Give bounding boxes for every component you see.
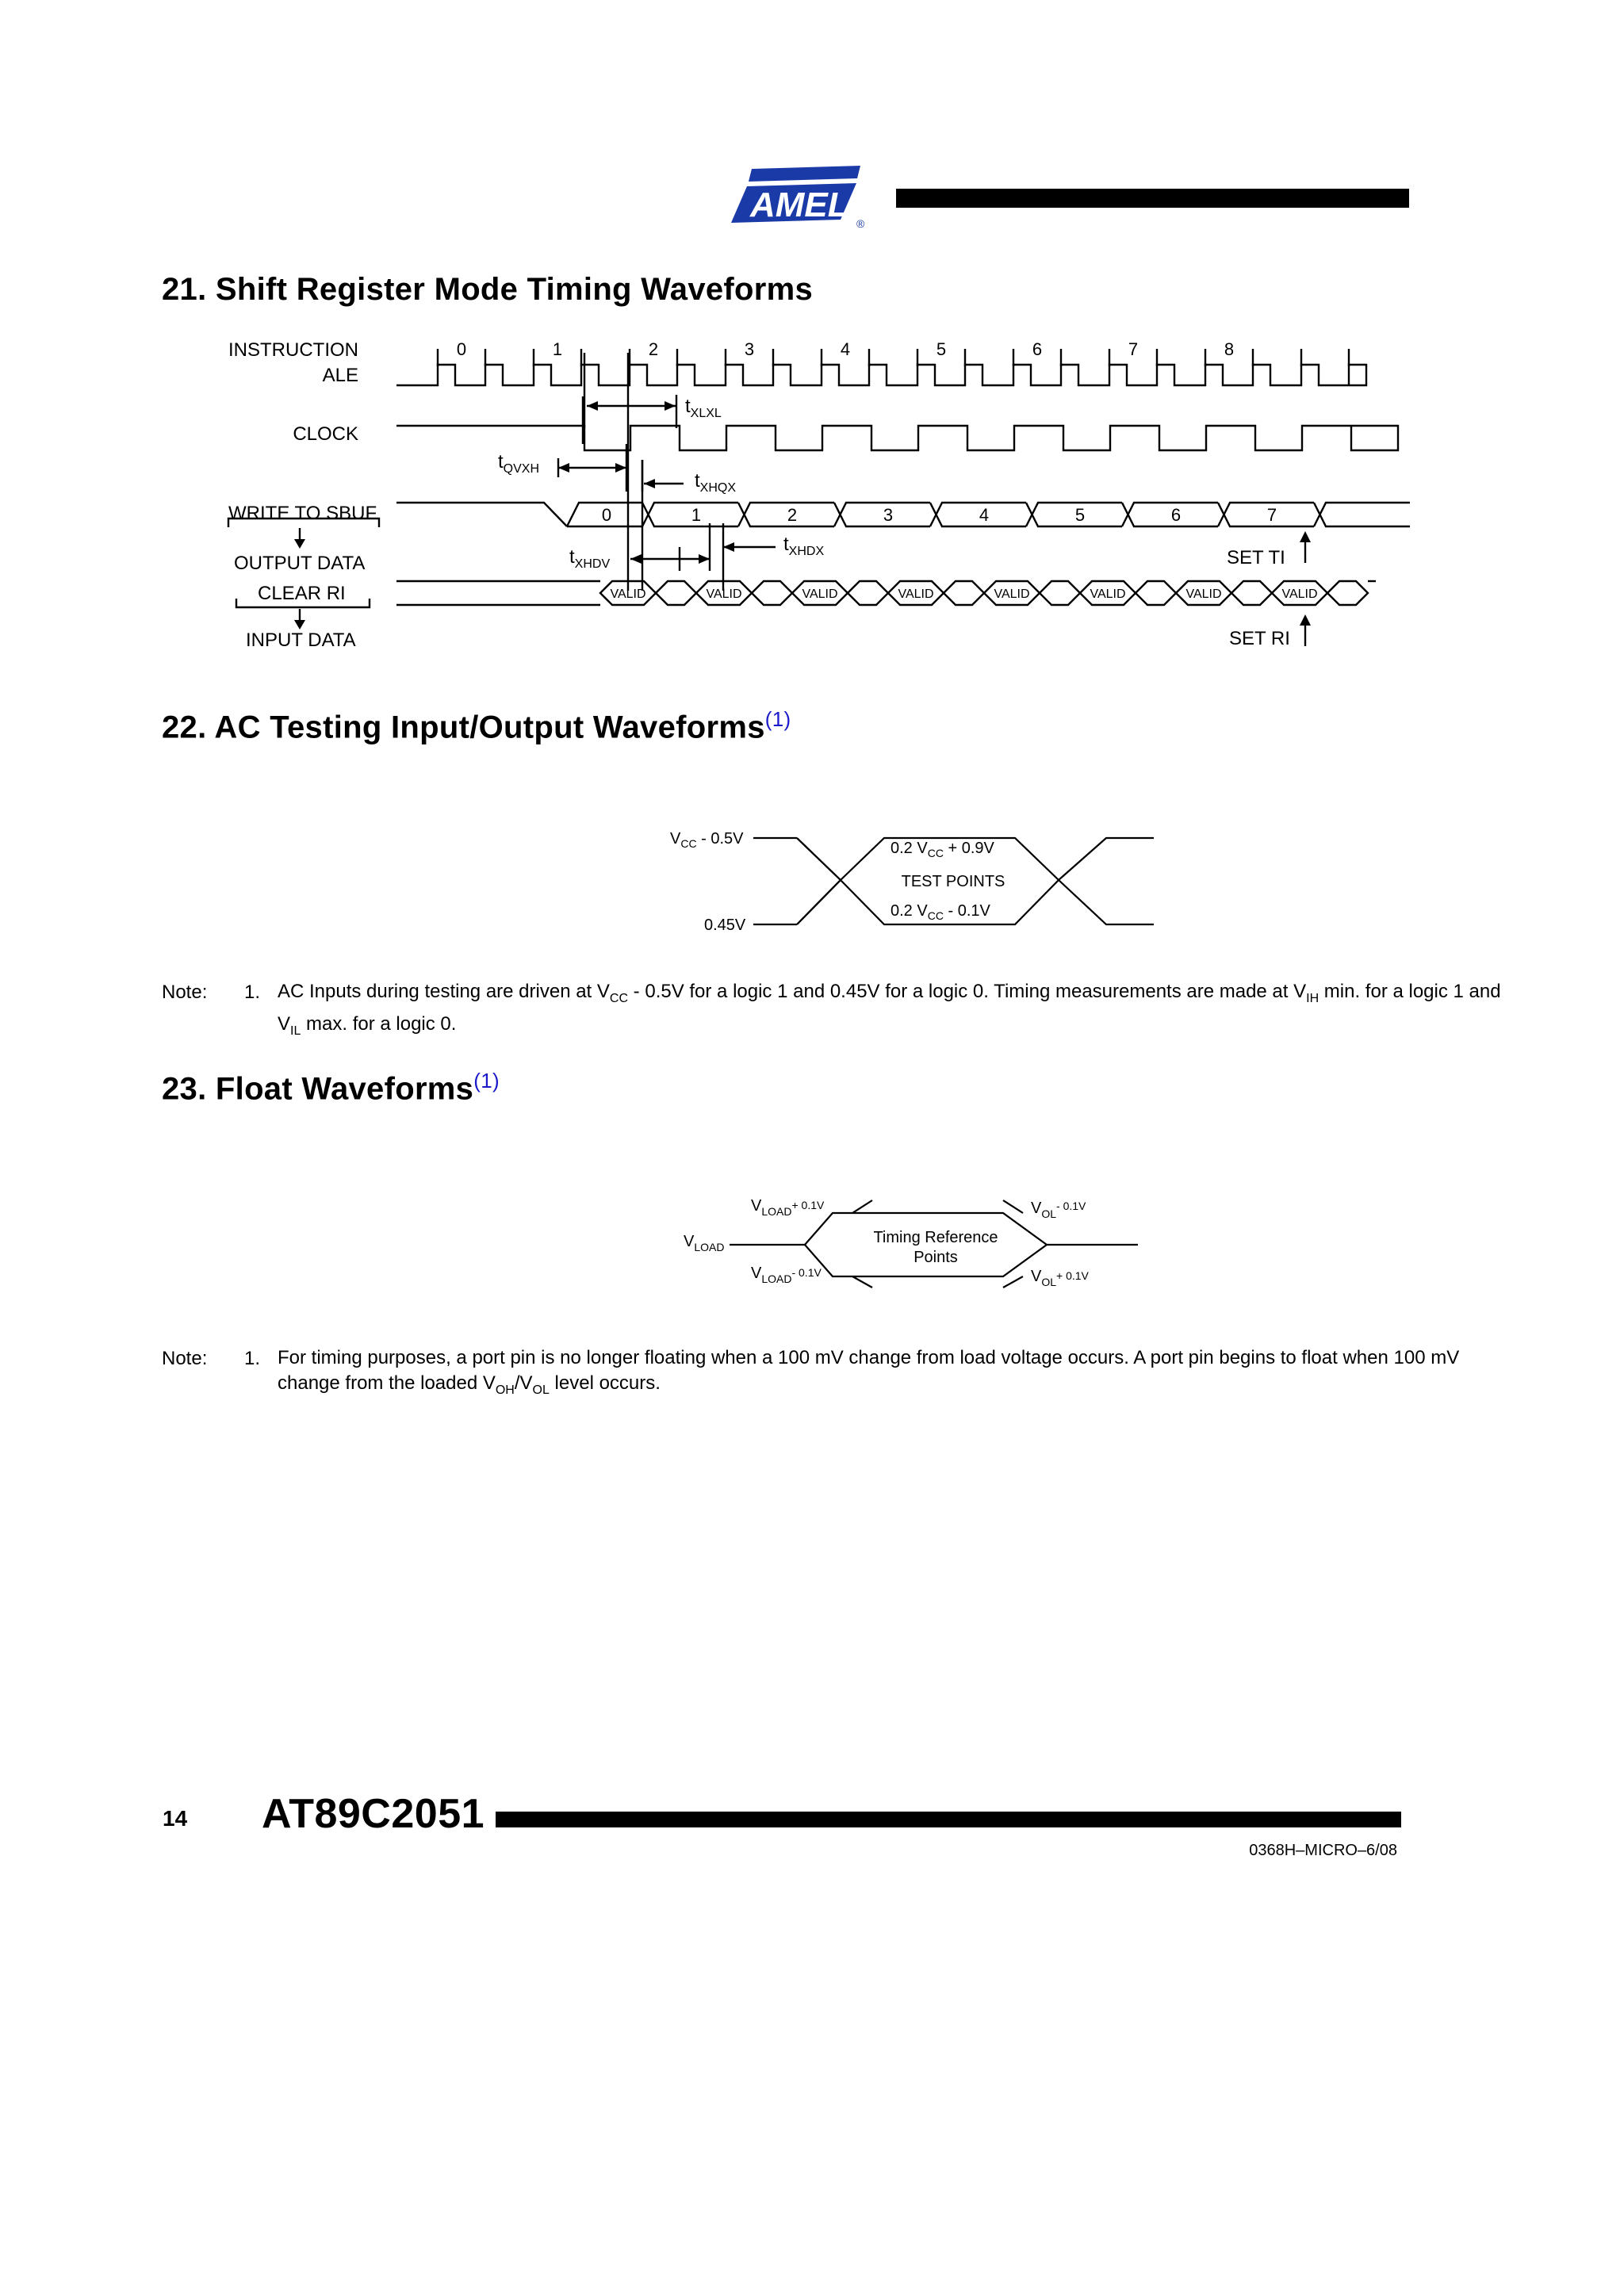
- label-ale: ALE: [322, 365, 358, 386]
- float-vload-minus-label: $V_{LOAD}^{- 0.1V}$: [751, 1265, 822, 1285]
- instruction-number-label: 1: [552, 339, 563, 359]
- document-code: 0368H–MICRO–6/08: [1249, 1842, 1397, 1859]
- data-number-label: 5: [1074, 505, 1086, 525]
- logo-text: AMEL: [750, 186, 849, 224]
- section-23-note-number: 1.: [244, 1348, 261, 1369]
- label-output-data: OUTPUT DATA: [234, 553, 366, 574]
- float-timing-ref-line1: Timing Reference: [873, 1229, 998, 1246]
- page-number: 14: [163, 1806, 188, 1831]
- valid-label: VALID: [610, 587, 646, 601]
- label-txhdv: $t_{XHDV}$: [569, 546, 611, 571]
- section-22-note-label: Note:: [162, 982, 208, 1003]
- data-number-label: 0: [601, 505, 612, 525]
- ac-vcc-label: $V_{CC} - 0.5V$: [670, 830, 744, 850]
- ac-low-label: 0.45V: [704, 916, 746, 934]
- float-vol-minus-label: $V_{OL}^{- 0.1V}$: [1031, 1200, 1086, 1220]
- valid-label: VALID: [1185, 587, 1222, 601]
- section-21-title-text: 21. Shift Register Mode Timing Waveforms: [162, 272, 814, 307]
- float-vload-plus-label: $V_{LOAD}^{+ 0.1V}$: [751, 1197, 825, 1218]
- data-number-label: 6: [1170, 505, 1182, 525]
- ac-test-points-label: TEST POINTS: [901, 873, 1005, 890]
- float-vol-plus-label: $V_{OL}^{+ 0.1V}$: [1031, 1268, 1089, 1288]
- label-input-data: INPUT DATA: [246, 629, 356, 651]
- label-txhqx: $t_{XHQX}$: [695, 470, 737, 495]
- float-vload-label: $V_{LOAD}$: [684, 1233, 725, 1253]
- valid-label: VALID: [994, 587, 1030, 601]
- instruction-number-label: 5: [936, 339, 947, 359]
- section-23-footnote-ref: (1): [473, 1069, 500, 1093]
- float-vload-plus-tick: [852, 1200, 872, 1213]
- instruction-number-label: 3: [744, 339, 755, 359]
- registered-mark: ®: [856, 217, 865, 230]
- valid-label: VALID: [802, 587, 838, 601]
- section-22-note-text: AC Inputs during testing are driven at $V_{CC} - 0.5V$ for a logic 1 and 0.45V for a logic 0. Timing measurements are made at $V_{IH}$ min. for a logic 1 and $V_{IL}$ max. for a logic 0.: [278, 981, 1501, 1038]
- valid-label: VALID: [898, 587, 934, 601]
- label-set-ri: SET RI: [1229, 628, 1290, 649]
- section-23-note-text: For timing purposes, a port pin is no longer floating when a 100 mV change from load voltage occurs. A port pin begins to float when 100 mV change from the loaded $V_{OH}/V_{OL}$ level occurs.: [278, 1347, 1460, 1397]
- label-write-to-sbuf: WRITE TO SBUF: [228, 503, 377, 524]
- valid-label: VALID: [1090, 587, 1126, 601]
- float-timing-ref-line2: Points: [914, 1249, 958, 1266]
- instruction-number-label: 7: [1128, 339, 1139, 359]
- data-number-label: 4: [979, 505, 990, 525]
- float-vload-minus-tick: [852, 1276, 872, 1288]
- valid-label: VALID: [706, 587, 742, 601]
- section-23-title-text: 23. Float Waveforms: [162, 1071, 474, 1107]
- ac-lower-point-label: 0.2 $V_{CC} - 0.1V$: [891, 902, 990, 922]
- section-22-note-number: 1.: [244, 982, 261, 1003]
- float-vol-plus-tick: [1003, 1276, 1023, 1288]
- section-23-note-label: Note:: [162, 1348, 208, 1369]
- label-instruction: INSTRUCTION: [228, 339, 358, 361]
- label-tqvxh: $t_{QVXH}$: [498, 451, 540, 476]
- data-number-label: 1: [691, 505, 702, 525]
- data-number-label: 3: [883, 505, 894, 525]
- float-vol-minus-tick: [1003, 1200, 1023, 1213]
- ac-upper-point-label: 0.2 $V_{CC} + 0.9V$: [891, 840, 994, 859]
- label-txhdx: $t_{XHDX}$: [783, 534, 825, 558]
- instruction-number-label: 8: [1224, 339, 1235, 359]
- instruction-number-label: 2: [648, 339, 659, 359]
- data-number-label: 7: [1266, 505, 1277, 525]
- instruction-number-label: 6: [1032, 339, 1043, 359]
- valid-label: VALID: [1281, 587, 1318, 601]
- instruction-number-label: 4: [840, 339, 851, 359]
- footer-rule: [496, 1812, 1401, 1827]
- section-22-title-text: 22. AC Testing Input/Output Waveforms: [162, 710, 765, 745]
- label-txlxl: $t_{XLXL}$: [685, 396, 722, 420]
- instruction-number-label: 0: [456, 339, 467, 359]
- data-number-label: 2: [787, 505, 798, 525]
- label-clock: CLOCK: [293, 423, 358, 445]
- label-clear-ri: CLEAR RI: [258, 583, 346, 604]
- section-22-footnote-ref: (1): [764, 707, 791, 731]
- product-name: AT89C2051: [262, 1791, 485, 1837]
- label-set-ti: SET TI: [1227, 547, 1285, 568]
